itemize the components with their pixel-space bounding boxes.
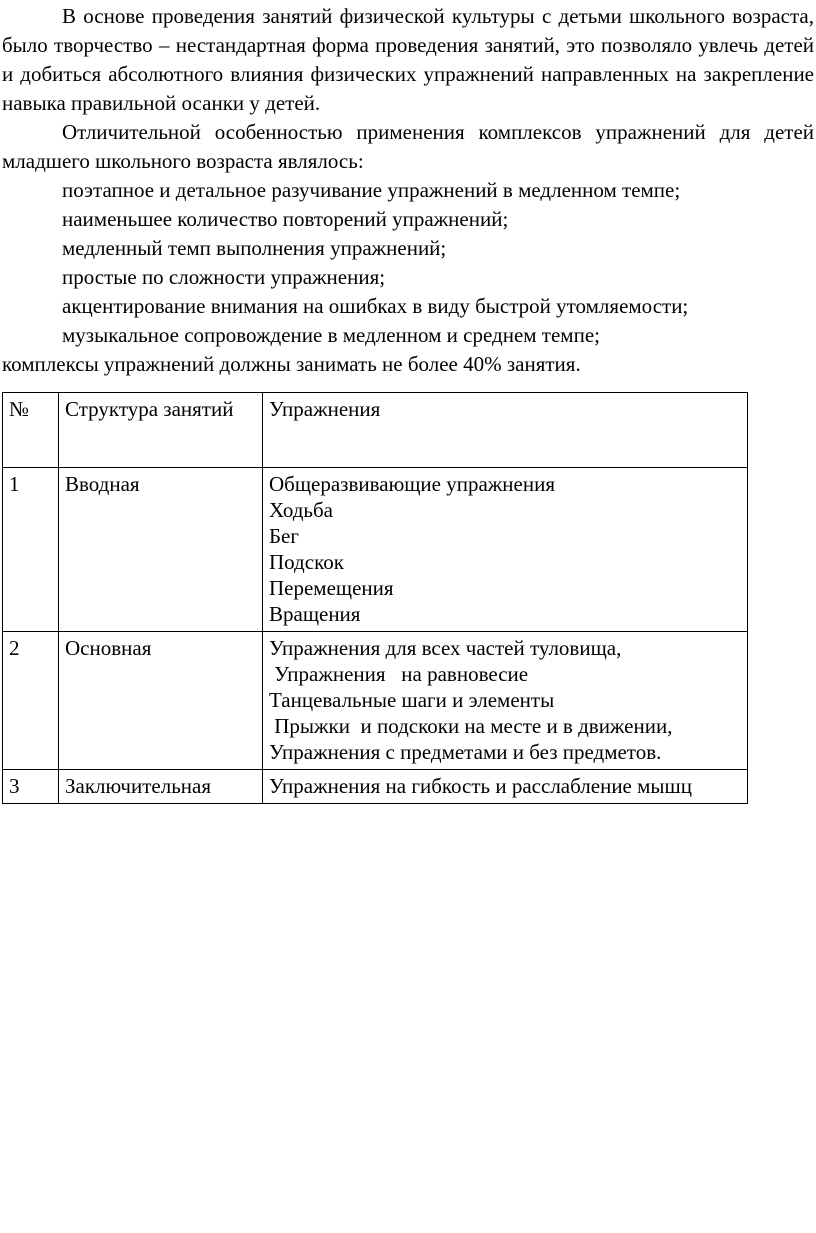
exercise-item: Упражнения на равновесие: [269, 662, 529, 686]
list-item: поэтапное и детальное разучивание упражнений в медленном темпе;: [62, 178, 681, 202]
header-num: №: [3, 393, 59, 468]
exercise-item: Прыжки и подскоки на месте и в движении,: [269, 714, 673, 738]
header-exercises: Упражнения: [263, 393, 748, 468]
lesson-structure-table: [2, 392, 748, 804]
intro-final-line: комплексы упражнений должны занимать не более 40% занятия.: [2, 352, 581, 376]
cell-structure: Вводная: [59, 468, 263, 632]
exercise-item: Вращения: [269, 602, 361, 626]
list-item: музыкальное сопровождение в медленном и среднем темпе;: [62, 323, 600, 347]
intro-paragraph-2: Отличительной особенностью применения комплексов упражнений для детей младшего школьного возраста являлось:: [2, 120, 814, 173]
exercise-item: Упражнения для всех частей туловища,: [269, 636, 622, 660]
exercise-item: Подскок: [269, 550, 344, 574]
cell-num: 3: [3, 770, 59, 804]
cell-num: 2: [3, 632, 59, 770]
exercise-item: Перемещения: [269, 576, 394, 600]
intro-text: [2, 2, 814, 379]
cell-exercises: [263, 770, 748, 804]
cell-num: 1: [3, 468, 59, 632]
cell-exercises: [263, 468, 748, 632]
header-structure: Структура занятий: [59, 393, 263, 468]
exercise-item: Ходьба: [269, 498, 334, 522]
exercise-item: Упражнения с предметами и без предметов.: [269, 740, 662, 764]
table-row: [3, 632, 748, 770]
table-header-row: [3, 393, 748, 468]
exercise-item: Бег: [269, 524, 299, 548]
cell-exercises: [263, 632, 748, 770]
exercise-item: Танцевальные шаги и элементы: [269, 688, 555, 712]
list-item: простые по сложности упражнения;: [62, 265, 386, 289]
exercise-item: Общеразвивающие упражнения: [269, 472, 556, 496]
table-row: [3, 468, 748, 632]
list-item: медленный темп выполнения упражнений;: [62, 236, 447, 260]
list-item: наименьшее количество повторений упражнений;: [62, 207, 509, 231]
cell-structure: Основная: [59, 632, 263, 770]
table-row: [3, 770, 748, 804]
exercise-item: Упражнения на гибкость и расслабление мышц: [269, 774, 692, 798]
list-item: акцентирование внимания на ошибках в виду быстрой утомляемости;: [62, 294, 689, 318]
cell-structure: Заключительная: [59, 770, 263, 804]
intro-paragraph-1: В основе проведения занятий физической культуры с детьми школьного возраста, было творчество – нестандартная форма проведения занятий, это позволяло увлечь детей и добиться абсолютного влияния физических упражнений направленных на закрепление навыка правильной осанки у детей.: [2, 4, 814, 115]
